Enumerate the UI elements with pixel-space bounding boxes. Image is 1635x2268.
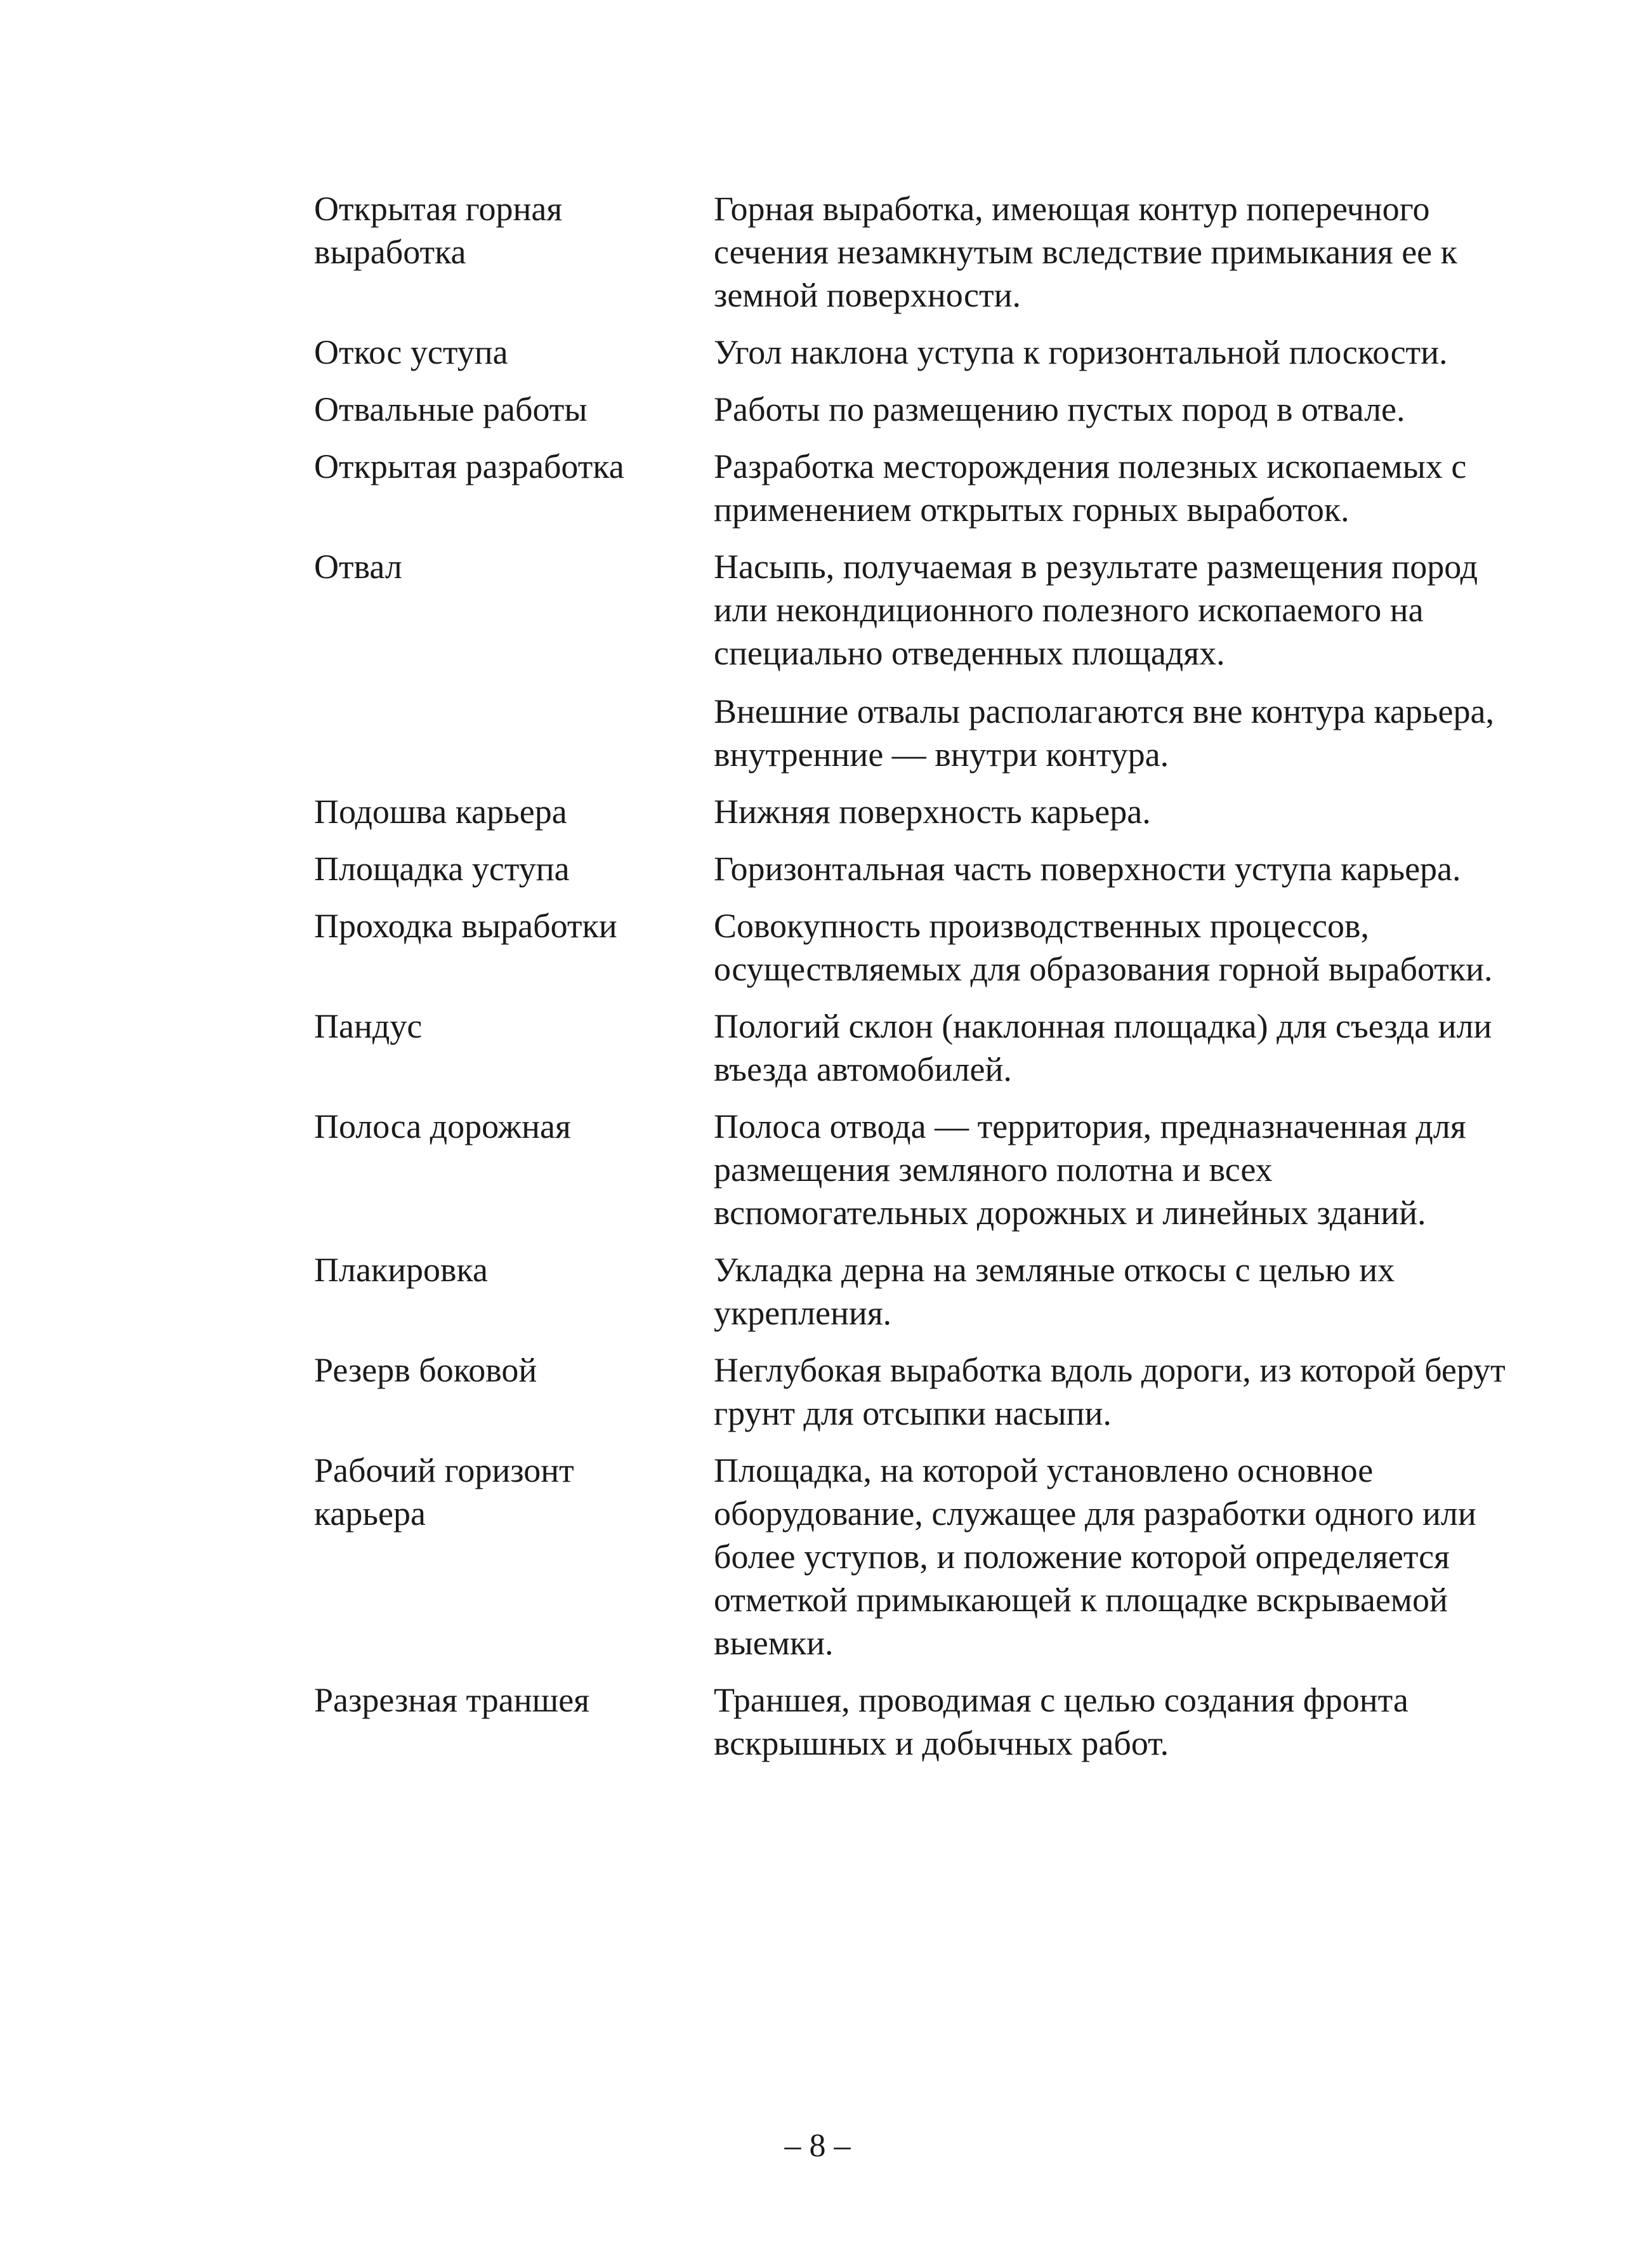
glossary-term: Отвал: [314, 548, 402, 586]
glossary-entry: [314, 1248, 1520, 1335]
definition-paragraph: Работы по размещению пустых пород в отвале.: [714, 390, 1405, 428]
glossary-term: Разрезная траншея: [314, 1681, 590, 1719]
glossary-entry: [314, 790, 1520, 833]
glossary-entry: [314, 1449, 1520, 1665]
glossary-definition: [714, 545, 1520, 776]
glossary-entry: [314, 388, 1520, 431]
glossary-term: Пандус: [314, 1007, 423, 1045]
definition-paragraph: Полоса отвода — территория, предназначенная для размещения земляного полотна и всех вспомогательных дорожных и линейных зданий.: [714, 1107, 1466, 1232]
definition-paragraph: Разработка месторождения полезных ископаемых с применением открытых горных выработок.: [714, 447, 1467, 529]
glossary-entry: [314, 331, 1520, 374]
glossary-entry: [314, 1005, 1520, 1091]
glossary-definition: [714, 1678, 1520, 1765]
glossary-term: Плакировка: [314, 1251, 488, 1289]
glossary-term: Откос уступа: [314, 333, 508, 371]
definition-paragraph: Совокупность производственных процессов, осуществляемых для образования горной выработки.: [714, 907, 1493, 988]
glossary-table: [314, 187, 1520, 1765]
glossary-term: Проходка выработки: [314, 907, 617, 945]
glossary-definition: [714, 388, 1520, 431]
glossary-entry: [314, 545, 1520, 776]
glossary-definition: [714, 1449, 1520, 1665]
glossary-entry: [314, 187, 1520, 317]
glossary-term: Подошва карьера: [314, 793, 567, 831]
glossary-entry: [314, 1348, 1520, 1435]
glossary-entry: [314, 847, 1520, 890]
glossary-term: Резерв боковой: [314, 1351, 537, 1389]
glossary-term: Полоса дорожная: [314, 1107, 571, 1145]
glossary-entry: [314, 1105, 1520, 1234]
glossary-term: Открытая разработка: [314, 447, 624, 485]
glossary-term: Отвальные работы: [314, 390, 588, 428]
glossary-term: Рабочий горизонт карьера: [314, 1451, 574, 1533]
glossary-definition: [714, 847, 1520, 890]
definition-paragraph: Горизонтальная часть поверхности уступа карьера.: [714, 850, 1461, 888]
glossary-definition: [714, 1348, 1520, 1435]
glossary-definition: [714, 904, 1520, 991]
glossary-definition: [714, 790, 1520, 833]
glossary-term: Площадка уступа: [314, 850, 570, 888]
glossary-term: Открытая горная выработка: [314, 190, 563, 271]
definition-paragraph: Неглубокая выработка вдоль дороги, из которой берут грунт для отсыпки насыпи.: [714, 1351, 1506, 1432]
definition-paragraph: Насыпь, получаемая в результате размещения пород или некондиционного полезного ископаемого на специально отведенных площадях.: [714, 548, 1478, 672]
definition-paragraph: Траншея, проводимая с целью создания фронта вскрышных и добычных работ.: [714, 1681, 1408, 1762]
definition-paragraph: Внешние отвалы располагаются вне контура карьера, внутренние — внутри контура.: [714, 692, 1494, 774]
page-number: – 8 –: [784, 2128, 851, 2164]
glossary-definition: [714, 1005, 1520, 1091]
glossary-definition: [714, 187, 1520, 317]
glossary-entry: [314, 445, 1520, 531]
glossary-definition: [714, 445, 1520, 531]
definition-paragraph: Горная выработка, имеющая контур поперечного сечения незамкнутым вследствие примыкания ее к земной поверхности.: [714, 190, 1457, 314]
definition-paragraph: Пологий склон (наклонная площадка) для съезда или въезда автомобилей.: [714, 1007, 1492, 1088]
glossary-entry: [314, 1678, 1520, 1765]
glossary-entry: [314, 904, 1520, 991]
glossary-definition: [714, 331, 1520, 374]
definition-paragraph: Нижняя поверхность карьера.: [714, 793, 1151, 831]
definition-paragraph: Угол наклона уступа к горизонтальной плоскости.: [714, 333, 1448, 371]
definition-paragraph: Укладка дерна на земляные откосы с целью их укрепления.: [714, 1251, 1395, 1332]
definition-paragraph: Площадка, на которой установлено основное оборудование, служащее для разработки одного или более уступов, и положение которой определяется отметкой примыкающей к площадке вскрываемой выемки.: [714, 1451, 1476, 1662]
glossary-definition: [714, 1248, 1520, 1335]
glossary-definition: [714, 1105, 1520, 1234]
